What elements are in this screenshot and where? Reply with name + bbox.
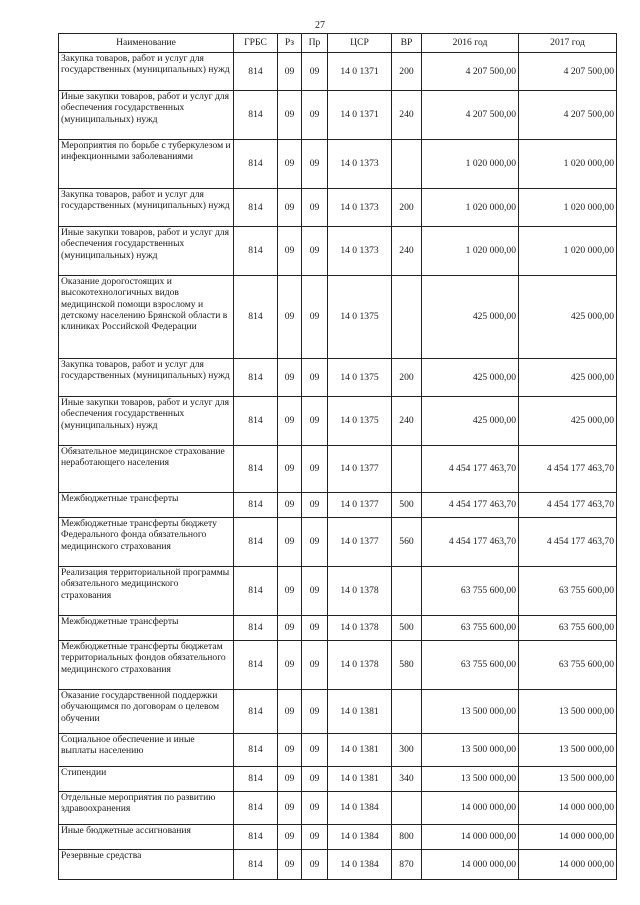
row-csr-cell: 14 0 1381 [328, 767, 392, 792]
table-row [59, 227, 617, 276]
row-rz-cell: 09 [278, 792, 302, 825]
row-pr-cell: 09 [302, 189, 328, 227]
row-csr-cell: 14 0 1378 [328, 616, 392, 641]
header-2016: 2016 год [422, 34, 519, 53]
row-pr-cell: 09 [302, 567, 328, 616]
row-csr-cell: 14 0 1375 [328, 359, 392, 397]
row-csr-cell: 14 0 1378 [328, 641, 392, 690]
row-2016-cell: 1 020 000,00 [422, 140, 519, 189]
budget-table [58, 33, 617, 880]
row-csr-cell: 14 0 1375 [328, 397, 392, 446]
row-name-cell: Межбюджетные трансферты [59, 616, 234, 641]
row-rz-cell: 09 [278, 397, 302, 446]
row-vr-cell [392, 276, 422, 359]
row-pr-cell: 09 [302, 518, 328, 567]
row-grbs-cell: 814 [234, 616, 278, 641]
row-2017-cell: 14 000 000,00 [519, 850, 617, 880]
row-2016-cell: 1 020 000,00 [422, 227, 519, 276]
row-csr-cell: 14 0 1381 [328, 734, 392, 767]
row-2017-cell: 4 207 500,00 [519, 53, 617, 91]
row-rz-cell: 09 [278, 641, 302, 690]
row-vr-cell: 240 [392, 397, 422, 446]
row-rz-cell: 09 [278, 690, 302, 734]
row-vr-cell [392, 792, 422, 825]
row-csr-cell: 14 0 1371 [328, 91, 392, 140]
row-rz-cell: 09 [278, 227, 302, 276]
row-name-cell: Межбюджетные трансферты бюджетам территориальных фондов обязательного медицинского страхования [59, 641, 234, 690]
table-row [59, 567, 617, 616]
row-2016-cell: 13 500 000,00 [422, 690, 519, 734]
row-2016-cell: 14 000 000,00 [422, 825, 519, 850]
row-grbs-cell: 814 [234, 276, 278, 359]
row-name-cell: Отдельные мероприятия по развитию здравоохранения [59, 792, 234, 825]
row-pr-cell: 09 [302, 446, 328, 493]
row-rz-cell: 09 [278, 616, 302, 641]
row-rz-cell: 09 [278, 493, 302, 518]
row-2017-cell: 4 454 177 463,70 [519, 493, 617, 518]
table-row [59, 825, 617, 850]
row-pr-cell: 09 [302, 616, 328, 641]
row-name-cell: Межбюджетные трансферты бюджету Федерального фонда обязательного медицинского страхования [59, 518, 234, 567]
row-grbs-cell: 814 [234, 397, 278, 446]
table-row [59, 397, 617, 446]
row-2017-cell: 4 207 500,00 [519, 91, 617, 140]
row-rz-cell: 09 [278, 276, 302, 359]
row-vr-cell: 500 [392, 493, 422, 518]
header-name: Наименование [59, 34, 234, 53]
table-row [59, 140, 617, 189]
row-pr-cell: 09 [302, 91, 328, 140]
header-pr: Пр [302, 34, 328, 53]
row-2017-cell: 14 000 000,00 [519, 825, 617, 850]
row-grbs-cell: 814 [234, 91, 278, 140]
row-2017-cell: 63 755 600,00 [519, 641, 617, 690]
row-2016-cell: 13 500 000,00 [422, 767, 519, 792]
row-pr-cell: 09 [302, 641, 328, 690]
row-grbs-cell: 814 [234, 189, 278, 227]
row-2016-cell: 13 500 000,00 [422, 734, 519, 767]
row-2016-cell: 4 454 177 463,70 [422, 518, 519, 567]
row-2017-cell: 4 454 177 463,70 [519, 518, 617, 567]
row-csr-cell: 14 0 1375 [328, 276, 392, 359]
row-pr-cell: 09 [302, 397, 328, 446]
row-2017-cell: 1 020 000,00 [519, 189, 617, 227]
row-2017-cell: 425 000,00 [519, 359, 617, 397]
row-2017-cell: 63 755 600,00 [519, 616, 617, 641]
row-grbs-cell: 814 [234, 359, 278, 397]
row-2017-cell: 1 020 000,00 [519, 227, 617, 276]
row-rz-cell: 09 [278, 734, 302, 767]
row-grbs-cell: 814 [234, 767, 278, 792]
row-grbs-cell: 814 [234, 493, 278, 518]
row-2016-cell: 63 755 600,00 [422, 616, 519, 641]
row-pr-cell: 09 [302, 359, 328, 397]
row-2016-cell: 14 000 000,00 [422, 792, 519, 825]
table-header-row [59, 34, 617, 53]
row-vr-cell [392, 446, 422, 493]
row-csr-cell: 14 0 1384 [328, 850, 392, 880]
row-2016-cell: 4 454 177 463,70 [422, 446, 519, 493]
row-2016-cell: 425 000,00 [422, 397, 519, 446]
row-2016-cell: 4 207 500,00 [422, 53, 519, 91]
row-rz-cell: 09 [278, 518, 302, 567]
row-vr-cell: 580 [392, 641, 422, 690]
row-pr-cell: 09 [302, 734, 328, 767]
row-pr-cell: 09 [302, 493, 328, 518]
row-rz-cell: 09 [278, 850, 302, 880]
row-name-cell: Закупка товаров, работ и услуг для государственных (муниципальных) нужд [59, 359, 234, 397]
row-pr-cell: 09 [302, 825, 328, 850]
row-2016-cell: 4 454 177 463,70 [422, 493, 519, 518]
row-2017-cell: 63 755 600,00 [519, 567, 617, 616]
table-row [59, 189, 617, 227]
table-row [59, 53, 617, 91]
row-2016-cell: 425 000,00 [422, 276, 519, 359]
row-csr-cell: 14 0 1373 [328, 227, 392, 276]
row-pr-cell: 09 [302, 276, 328, 359]
row-csr-cell: 14 0 1377 [328, 493, 392, 518]
row-2017-cell: 13 500 000,00 [519, 734, 617, 767]
row-name-cell: Иные закупки товаров, работ и услуг для обеспечения государственных (муниципальных) нужд [59, 91, 234, 140]
table-row [59, 641, 617, 690]
row-2016-cell: 63 755 600,00 [422, 641, 519, 690]
row-name-cell: Реализация территориальной программы обязательного медицинского страхования [59, 567, 234, 616]
header-vr: ВР [392, 34, 422, 53]
header-2017: 2017 год [519, 34, 617, 53]
row-name-cell: Иные бюджетные ассигнования [59, 825, 234, 850]
row-name-cell: Резервные средства [59, 850, 234, 880]
row-pr-cell: 09 [302, 53, 328, 91]
row-grbs-cell: 814 [234, 140, 278, 189]
row-pr-cell: 09 [302, 690, 328, 734]
row-2017-cell: 4 454 177 463,70 [519, 446, 617, 493]
row-csr-cell: 14 0 1373 [328, 140, 392, 189]
row-2016-cell: 1 020 000,00 [422, 189, 519, 227]
row-vr-cell [392, 690, 422, 734]
row-2016-cell: 14 000 000,00 [422, 850, 519, 880]
row-pr-cell: 09 [302, 140, 328, 189]
row-2017-cell: 13 500 000,00 [519, 690, 617, 734]
row-name-cell: Межбюджетные трансферты [59, 493, 234, 518]
row-rz-cell: 09 [278, 825, 302, 850]
row-grbs-cell: 814 [234, 825, 278, 850]
row-vr-cell: 240 [392, 227, 422, 276]
header-csr: ЦСР [328, 34, 392, 53]
row-vr-cell: 340 [392, 767, 422, 792]
row-vr-cell [392, 567, 422, 616]
row-csr-cell: 14 0 1384 [328, 792, 392, 825]
row-vr-cell: 870 [392, 850, 422, 880]
table-row [59, 446, 617, 493]
row-pr-cell: 09 [302, 850, 328, 880]
row-2017-cell: 1 020 000,00 [519, 140, 617, 189]
row-grbs-cell: 814 [234, 690, 278, 734]
table-row [59, 493, 617, 518]
table-row [59, 518, 617, 567]
row-name-cell: Иные закупки товаров, работ и услуг для обеспечения государственных (муниципальных) нужд [59, 227, 234, 276]
table-row [59, 276, 617, 359]
table-row [59, 734, 617, 767]
row-2016-cell: 425 000,00 [422, 359, 519, 397]
row-csr-cell: 14 0 1373 [328, 189, 392, 227]
row-rz-cell: 09 [278, 91, 302, 140]
row-vr-cell [392, 140, 422, 189]
row-name-cell: Оказание дорогостоящих и высокотехнологичных видов медицинской помощи взрослому и детскому населению Брянской области в клиниках Российской Федерации [59, 276, 234, 359]
table-row [59, 767, 617, 792]
row-grbs-cell: 814 [234, 850, 278, 880]
table-row [59, 690, 617, 734]
table-row [59, 616, 617, 641]
row-grbs-cell: 814 [234, 446, 278, 493]
row-rz-cell: 09 [278, 359, 302, 397]
row-2017-cell: 425 000,00 [519, 397, 617, 446]
row-vr-cell: 200 [392, 189, 422, 227]
row-name-cell: Стипендии [59, 767, 234, 792]
row-2016-cell: 63 755 600,00 [422, 567, 519, 616]
row-name-cell: Мероприятия по борьбе с туберкулезом и инфекционными заболеваниями [59, 140, 234, 189]
row-pr-cell: 09 [302, 227, 328, 276]
page-number: 27 [315, 20, 325, 31]
row-grbs-cell: 814 [234, 567, 278, 616]
row-csr-cell: 14 0 1384 [328, 825, 392, 850]
row-vr-cell: 200 [392, 359, 422, 397]
row-rz-cell: 09 [278, 53, 302, 91]
row-rz-cell: 09 [278, 567, 302, 616]
row-csr-cell: 14 0 1377 [328, 446, 392, 493]
row-name-cell: Закупка товаров, работ и услуг для государственных (муниципальных) нужд [59, 53, 234, 91]
row-pr-cell: 09 [302, 767, 328, 792]
table-row [59, 91, 617, 140]
header-rz: Рз [278, 34, 302, 53]
row-csr-cell: 14 0 1378 [328, 567, 392, 616]
row-vr-cell: 300 [392, 734, 422, 767]
row-name-cell: Социальное обеспечение и иные выплаты населению [59, 734, 234, 767]
row-rz-cell: 09 [278, 189, 302, 227]
row-csr-cell: 14 0 1381 [328, 690, 392, 734]
row-csr-cell: 14 0 1377 [328, 518, 392, 567]
row-grbs-cell: 814 [234, 227, 278, 276]
row-rz-cell: 09 [278, 446, 302, 493]
row-grbs-cell: 814 [234, 518, 278, 567]
row-rz-cell: 09 [278, 140, 302, 189]
row-vr-cell: 800 [392, 825, 422, 850]
row-2017-cell: 13 500 000,00 [519, 767, 617, 792]
row-2017-cell: 425 000,00 [519, 276, 617, 359]
row-name-cell: Оказание государственной поддержки обучающимся по договорам о целевом обучении [59, 690, 234, 734]
row-grbs-cell: 814 [234, 792, 278, 825]
row-vr-cell: 240 [392, 91, 422, 140]
row-name-cell: Иные закупки товаров, работ и услуг для обеспечения государственных (муниципальных) нужд [59, 397, 234, 446]
table-row [59, 359, 617, 397]
row-2017-cell: 14 000 000,00 [519, 792, 617, 825]
row-pr-cell: 09 [302, 792, 328, 825]
header-grbs: ГРБС [234, 34, 278, 53]
row-vr-cell: 200 [392, 53, 422, 91]
row-grbs-cell: 814 [234, 53, 278, 91]
row-rz-cell: 09 [278, 767, 302, 792]
row-name-cell: Закупка товаров, работ и услуг для государственных (муниципальных) нужд [59, 189, 234, 227]
row-csr-cell: 14 0 1371 [328, 53, 392, 91]
row-vr-cell: 560 [392, 518, 422, 567]
row-grbs-cell: 814 [234, 734, 278, 767]
row-grbs-cell: 814 [234, 641, 278, 690]
table-row [59, 792, 617, 825]
row-name-cell: Обязательное медицинское страхование неработающего населения [59, 446, 234, 493]
table-row [59, 850, 617, 880]
row-vr-cell: 500 [392, 616, 422, 641]
row-2016-cell: 4 207 500,00 [422, 91, 519, 140]
